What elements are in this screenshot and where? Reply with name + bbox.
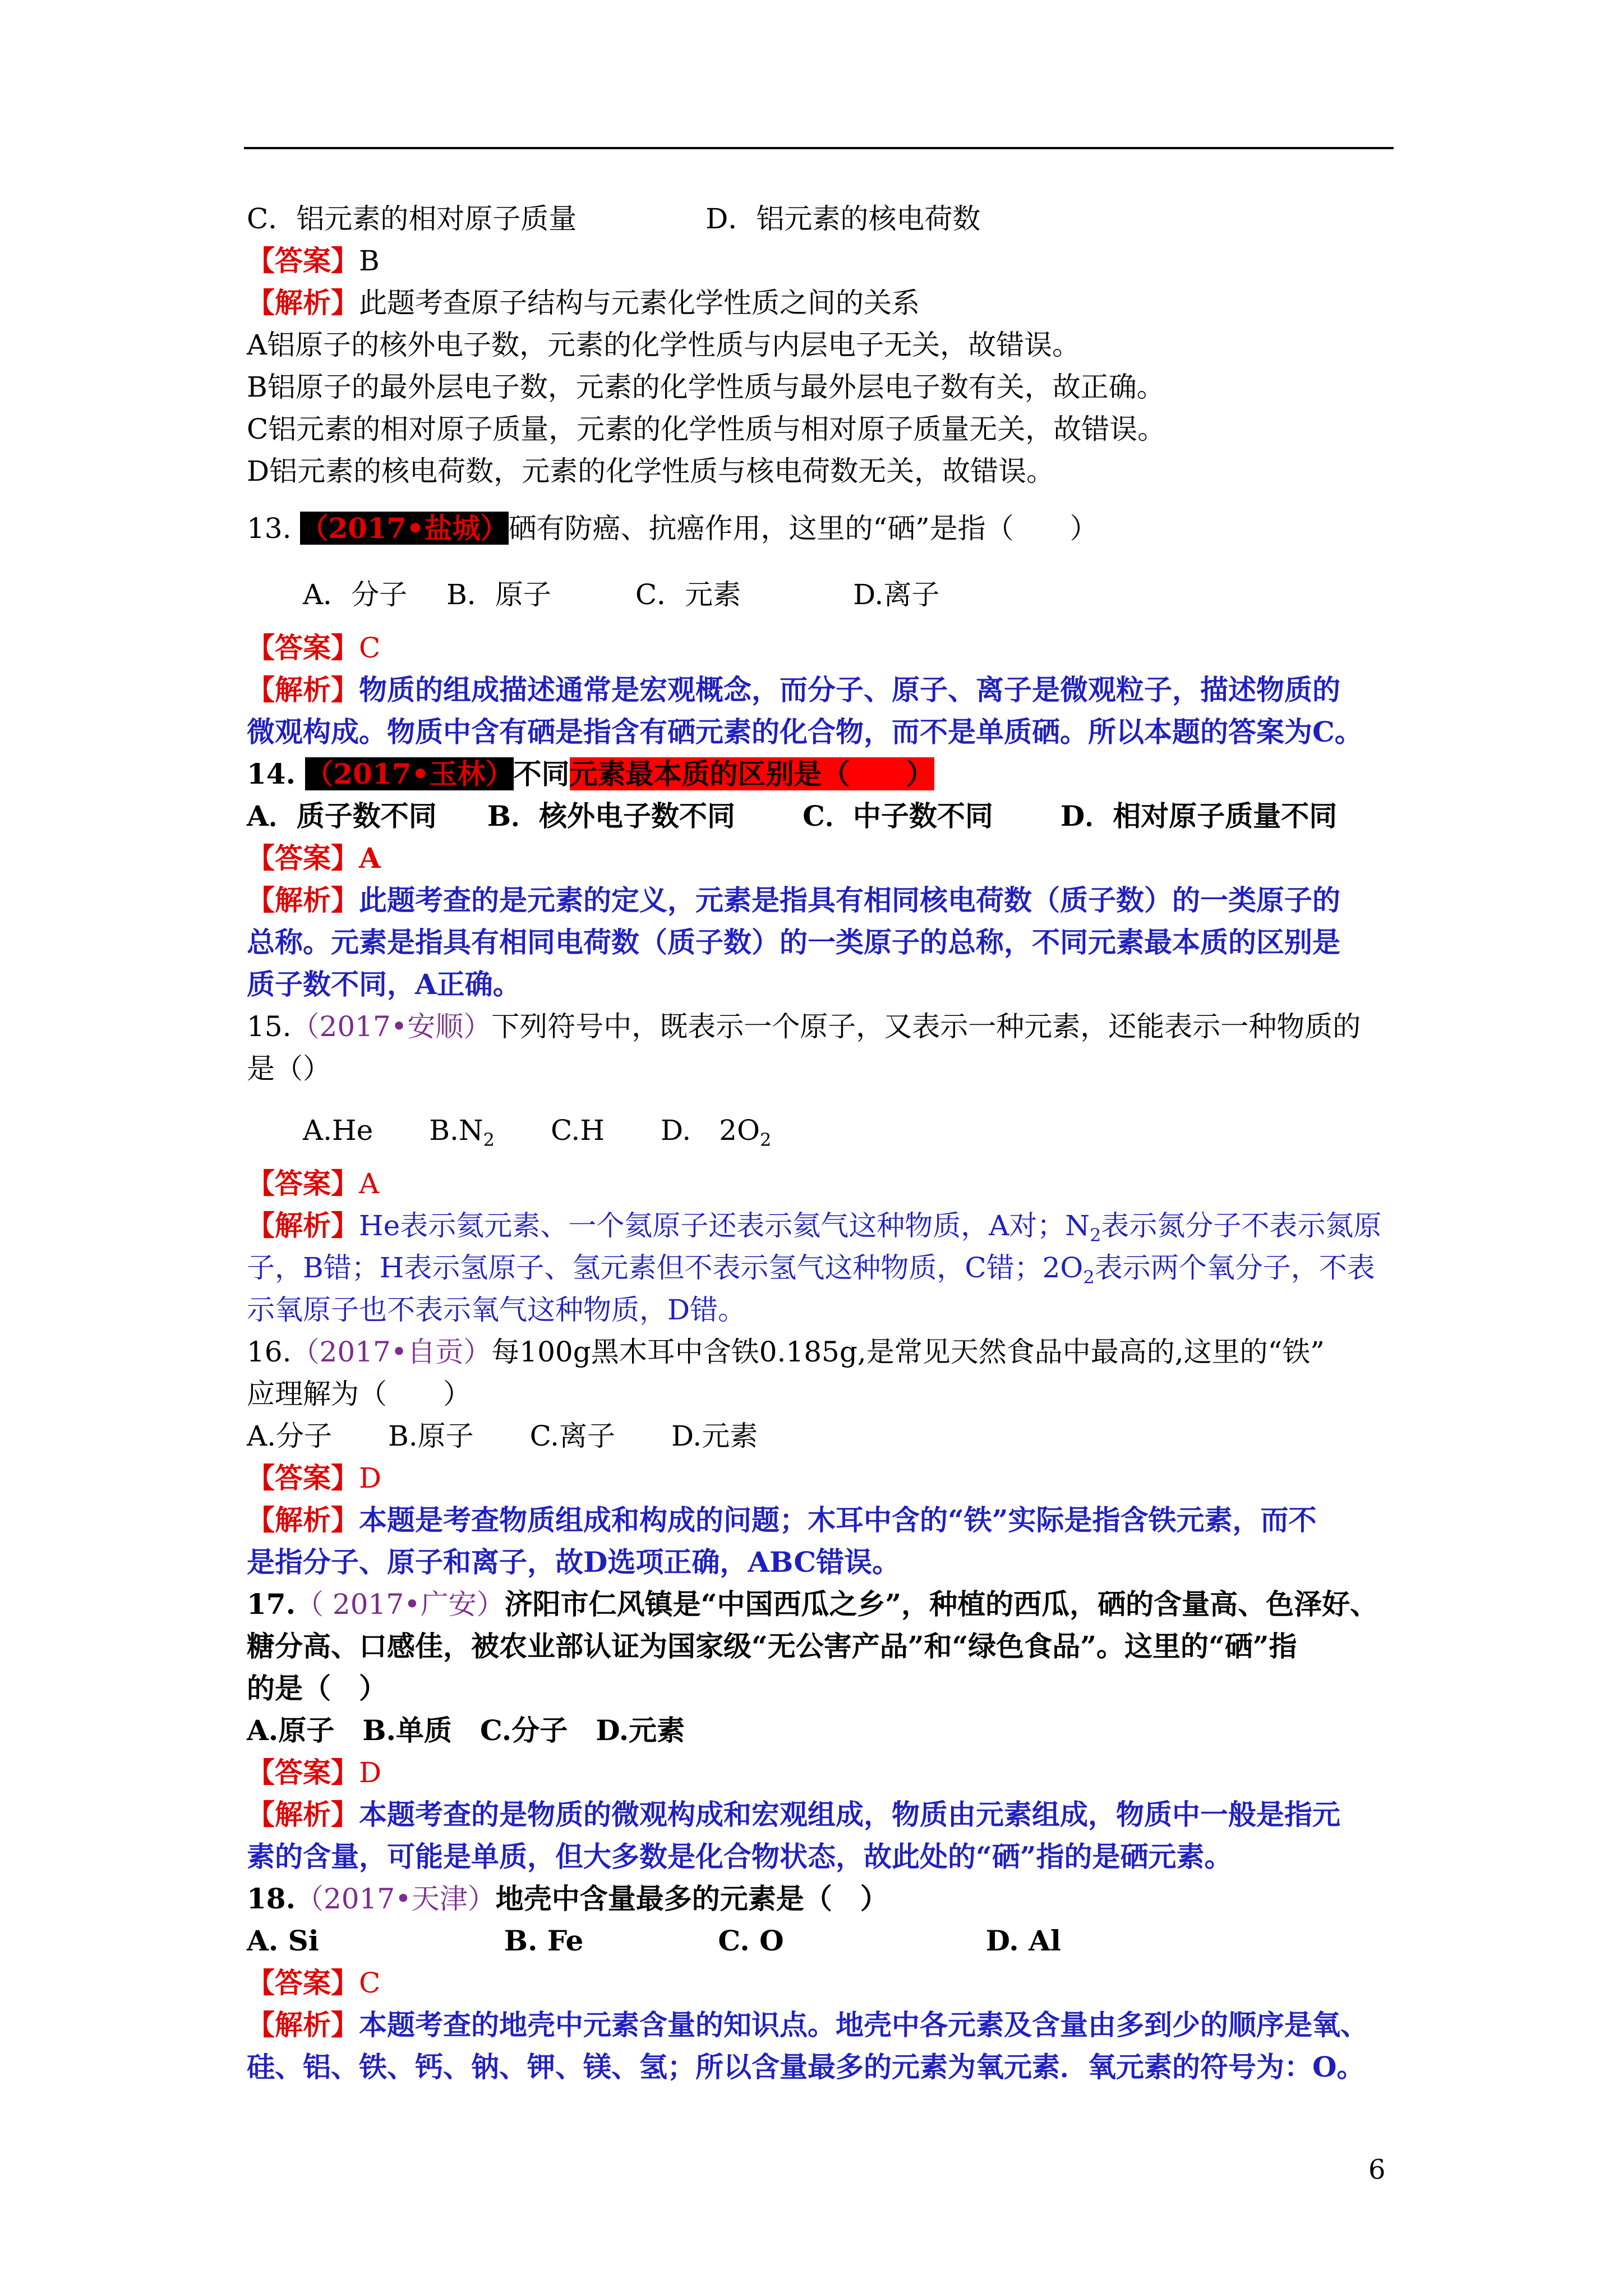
analysis-text: 本题是考查物质组成和构成的问题；木耳中含的“铁”实际是指含铁元素，而不 <box>359 1503 1317 1536</box>
option-a: A.He <box>303 1114 374 1147</box>
question-number: 14. <box>247 757 296 790</box>
option-d-subscript: 2 <box>759 1129 772 1151</box>
analysis-text: 此题考查的是元素的定义，元素是指具有相同核电荷数（质子数）的一类原子的 <box>359 884 1340 917</box>
question-text: 地壳中含量最多的元素是（ ） <box>495 1882 888 1915</box>
q13-analysis-1 <box>247 673 1340 707</box>
q16-stem-1 <box>247 1335 1325 1369</box>
q13-analysis-2: 微观构成。物质中含有硒是指含有硒元素的化合物，而不是单质硒。所以本题的答案为C。 <box>247 715 1363 748</box>
q15-stem-2: 是（） <box>247 1052 331 1085</box>
option-c: C.H <box>550 1114 605 1147</box>
analysis-text: 本题考查的地壳中元素含量的知识点。地壳中各元素及含量由多到少的顺序是氧、 <box>359 2008 1368 2041</box>
answer-value: A <box>359 1167 380 1200</box>
option-d: D.离子 <box>853 578 940 611</box>
option-b-text: B.N <box>429 1114 483 1147</box>
q17-stem-1 <box>247 1588 1378 1621</box>
question-source: （2017•玉林） <box>305 757 514 790</box>
header-rule <box>244 147 1394 149</box>
option-d: D．铝元素的核电荷数 <box>706 203 981 235</box>
q16-options: A.分子 B.原子 C.离子 D.元素 <box>247 1420 758 1452</box>
option-c: C．铝元素的相对原子质量 <box>247 203 577 235</box>
answer-label: 【答案】 <box>247 1167 359 1200</box>
option-a: A．分子 <box>303 578 408 611</box>
option-c: C．中子数不同 <box>803 799 993 832</box>
question-text: 下列符号中，既表示一个原子，又表示一种元素，还能表示一种物质的 <box>491 1010 1361 1043</box>
question-text: 每100g黑木耳中含铁0.185g,是常见天然食品中最高的,这里的“铁” <box>491 1336 1325 1368</box>
q16-analysis-2: 是指分子、原子和离子，故D选项正确，ABC错误。 <box>247 1545 901 1579</box>
q12-analysis <box>247 286 920 320</box>
q16-stem-2: 应理解为（ ） <box>247 1378 471 1410</box>
answer-label: 【答案】 <box>247 1966 359 1999</box>
analysis-text-cont: 表示两个氧分子，不表 <box>1094 1251 1375 1284</box>
q17-answer <box>247 1756 381 1789</box>
q14-options <box>247 799 1337 833</box>
q12-analysis-c: C铝元素的相对原子质量，元素的化学性质与相对原子质量无关，故错误。 <box>247 413 1166 445</box>
question-source: （2017•安顺） <box>291 1010 492 1043</box>
answer-value: C <box>359 1967 381 1999</box>
analysis-text-cont: 表示氮分子不表示氮原 <box>1101 1209 1382 1242</box>
question-text: 济阳市仁风镇是“中国西瓜之乡”，种植的西瓜，硒的含量高、色泽好、 <box>504 1588 1378 1621</box>
q15-stem-1 <box>247 1010 1361 1043</box>
analysis-label: 【解析】 <box>247 1798 359 1831</box>
prev-options-line <box>247 202 980 236</box>
option-b: B．原子 <box>446 578 551 611</box>
q15-analysis-2 <box>247 1251 1375 1294</box>
option-d-text: D. 2O <box>660 1114 760 1147</box>
analysis-label: 【解析】 <box>247 286 359 319</box>
option-d: D. Al <box>985 1924 1061 1957</box>
analysis-label: 【解析】 <box>247 884 359 917</box>
q13-answer <box>247 631 380 665</box>
subscript: 2 <box>1083 1267 1095 1288</box>
q12-analysis-b: B铝原子的最外层电子数，元素的化学性质与最外层电子数有关，故正确。 <box>247 371 1165 403</box>
analysis-text: 物质的组成描述通常是宏观概念，而分子、原子、离子是微观粒子，描述物质的 <box>359 673 1340 706</box>
q18-stem <box>247 1882 888 1916</box>
question-text-highlight: 元素最本质的区别是（ ） <box>569 757 934 790</box>
q17-analysis-2: 素的含量，可能是单质，但大多数是化合物状态，故此处的“硒”指的是硒元素。 <box>247 1840 1233 1873</box>
answer-label: 【答案】 <box>247 1756 359 1789</box>
q17-options: A.原子 B.单质 C.分子 D.元素 <box>247 1714 685 1747</box>
question-number: 16. <box>247 1336 292 1368</box>
answer-label: 【答案】 <box>247 631 359 664</box>
answer-value: B <box>359 245 380 277</box>
q17-stem-3: 的是（ ） <box>247 1672 387 1705</box>
q16-analysis-1 <box>247 1503 1317 1537</box>
option-b-subscript: 2 <box>483 1129 495 1151</box>
q15-analysis-1 <box>247 1209 1381 1252</box>
option-a: A．质子数不同 <box>247 799 437 832</box>
q14-analysis-1 <box>247 884 1340 917</box>
q15-answer <box>247 1167 379 1200</box>
q17-analysis-1 <box>247 1798 1340 1832</box>
q18-analysis-1 <box>247 2008 1368 2042</box>
q14-analysis-2: 总称。元素是指具有相同电荷数（质子数）的一类原子的总称，不同元素最本质的区别是 <box>247 926 1340 959</box>
answer-value: D <box>359 1756 382 1789</box>
answer-label: 【答案】 <box>247 244 359 277</box>
q13-options <box>303 578 939 611</box>
q18-options <box>247 1924 1061 1958</box>
option-d <box>660 1114 772 1151</box>
question-text: 不同 <box>513 757 570 790</box>
question-number: 17. <box>247 1588 296 1621</box>
option-c: C. O <box>718 1924 784 1957</box>
analysis-label: 【解析】 <box>247 2008 359 2041</box>
subscript: 2 <box>1090 1225 1101 1246</box>
option-c: C．元素 <box>635 578 741 611</box>
analysis-text: 此题考查原子结构与元素化学性质之间的关系 <box>359 287 920 319</box>
question-text: 硒有防癌、抗癌作用，这里的“硒”是指（ ） <box>508 512 1098 545</box>
answer-value: D <box>359 1462 382 1494</box>
answer-label: 【答案】 <box>247 841 359 875</box>
option-b: B. Fe <box>504 1924 584 1957</box>
q14-answer <box>247 841 381 875</box>
q18-answer <box>247 1966 380 2000</box>
q15-analysis-3: 示氧原子也不表示氧气这种物质，D错。 <box>247 1294 746 1326</box>
question-number: 18. <box>247 1882 296 1915</box>
answer-value: A <box>359 841 381 875</box>
option-b: B．核外电子数不同 <box>487 799 736 832</box>
question-number: 13. <box>247 512 292 545</box>
analysis-text: 本题考查的是物质的微观构成和宏观组成，物质由元素组成，物质中一般是指元 <box>359 1798 1340 1831</box>
question-source: （2017•天津） <box>296 1883 496 1915</box>
q17-stem-2: 糖分高、口感佳，被农业部认证为国家级“无公害产品”和“绿色食品”。这里的“硒”指 <box>247 1630 1297 1663</box>
q14-stem <box>247 757 934 791</box>
option-d: D．相对原子质量不同 <box>1060 799 1338 832</box>
q12-analysis-a: A铝原子的核外电子数，元素的化学性质与内层电子无关，故错误。 <box>247 329 1081 361</box>
q15-options <box>303 1114 771 1157</box>
question-source: （2017•自贡） <box>291 1336 492 1368</box>
question-source: （ 2017•广安） <box>296 1588 505 1621</box>
analysis-text: 子，B错；H表示氢原子、氢元素但不表示氢气这种物质，C错；2O <box>247 1251 1083 1284</box>
q16-answer <box>247 1461 381 1495</box>
answer-value: C <box>359 632 381 664</box>
analysis-label: 【解析】 <box>247 673 359 706</box>
question-number: 15. <box>247 1010 292 1043</box>
q12-analysis-d: D铝元素的核电荷数，元素的化学性质与核电荷数无关，故错误。 <box>247 455 1055 487</box>
analysis-label: 【解析】 <box>247 1503 359 1536</box>
q13-stem <box>247 512 1098 545</box>
page-number: 6 <box>1368 2154 1386 2185</box>
q14-analysis-3: 质子数不同，A正确。 <box>247 968 521 1001</box>
q12-answer <box>247 244 380 278</box>
analysis-label: 【解析】 <box>247 1209 359 1242</box>
analysis-text: He表示氦元素、一个氦原子还表示氦气这种物质，A对；N <box>359 1209 1090 1242</box>
option-a: A. Si <box>247 1924 319 1957</box>
q18-analysis-2: 硅、铝、铁、钙、钠、钾、镁、氢；所以含量最多的元素为氧元素．氧元素的符号为：O。 <box>247 2050 1365 2083</box>
answer-label: 【答案】 <box>247 1461 359 1494</box>
option-b <box>429 1114 495 1151</box>
question-source: （2017•盐城） <box>300 512 509 545</box>
